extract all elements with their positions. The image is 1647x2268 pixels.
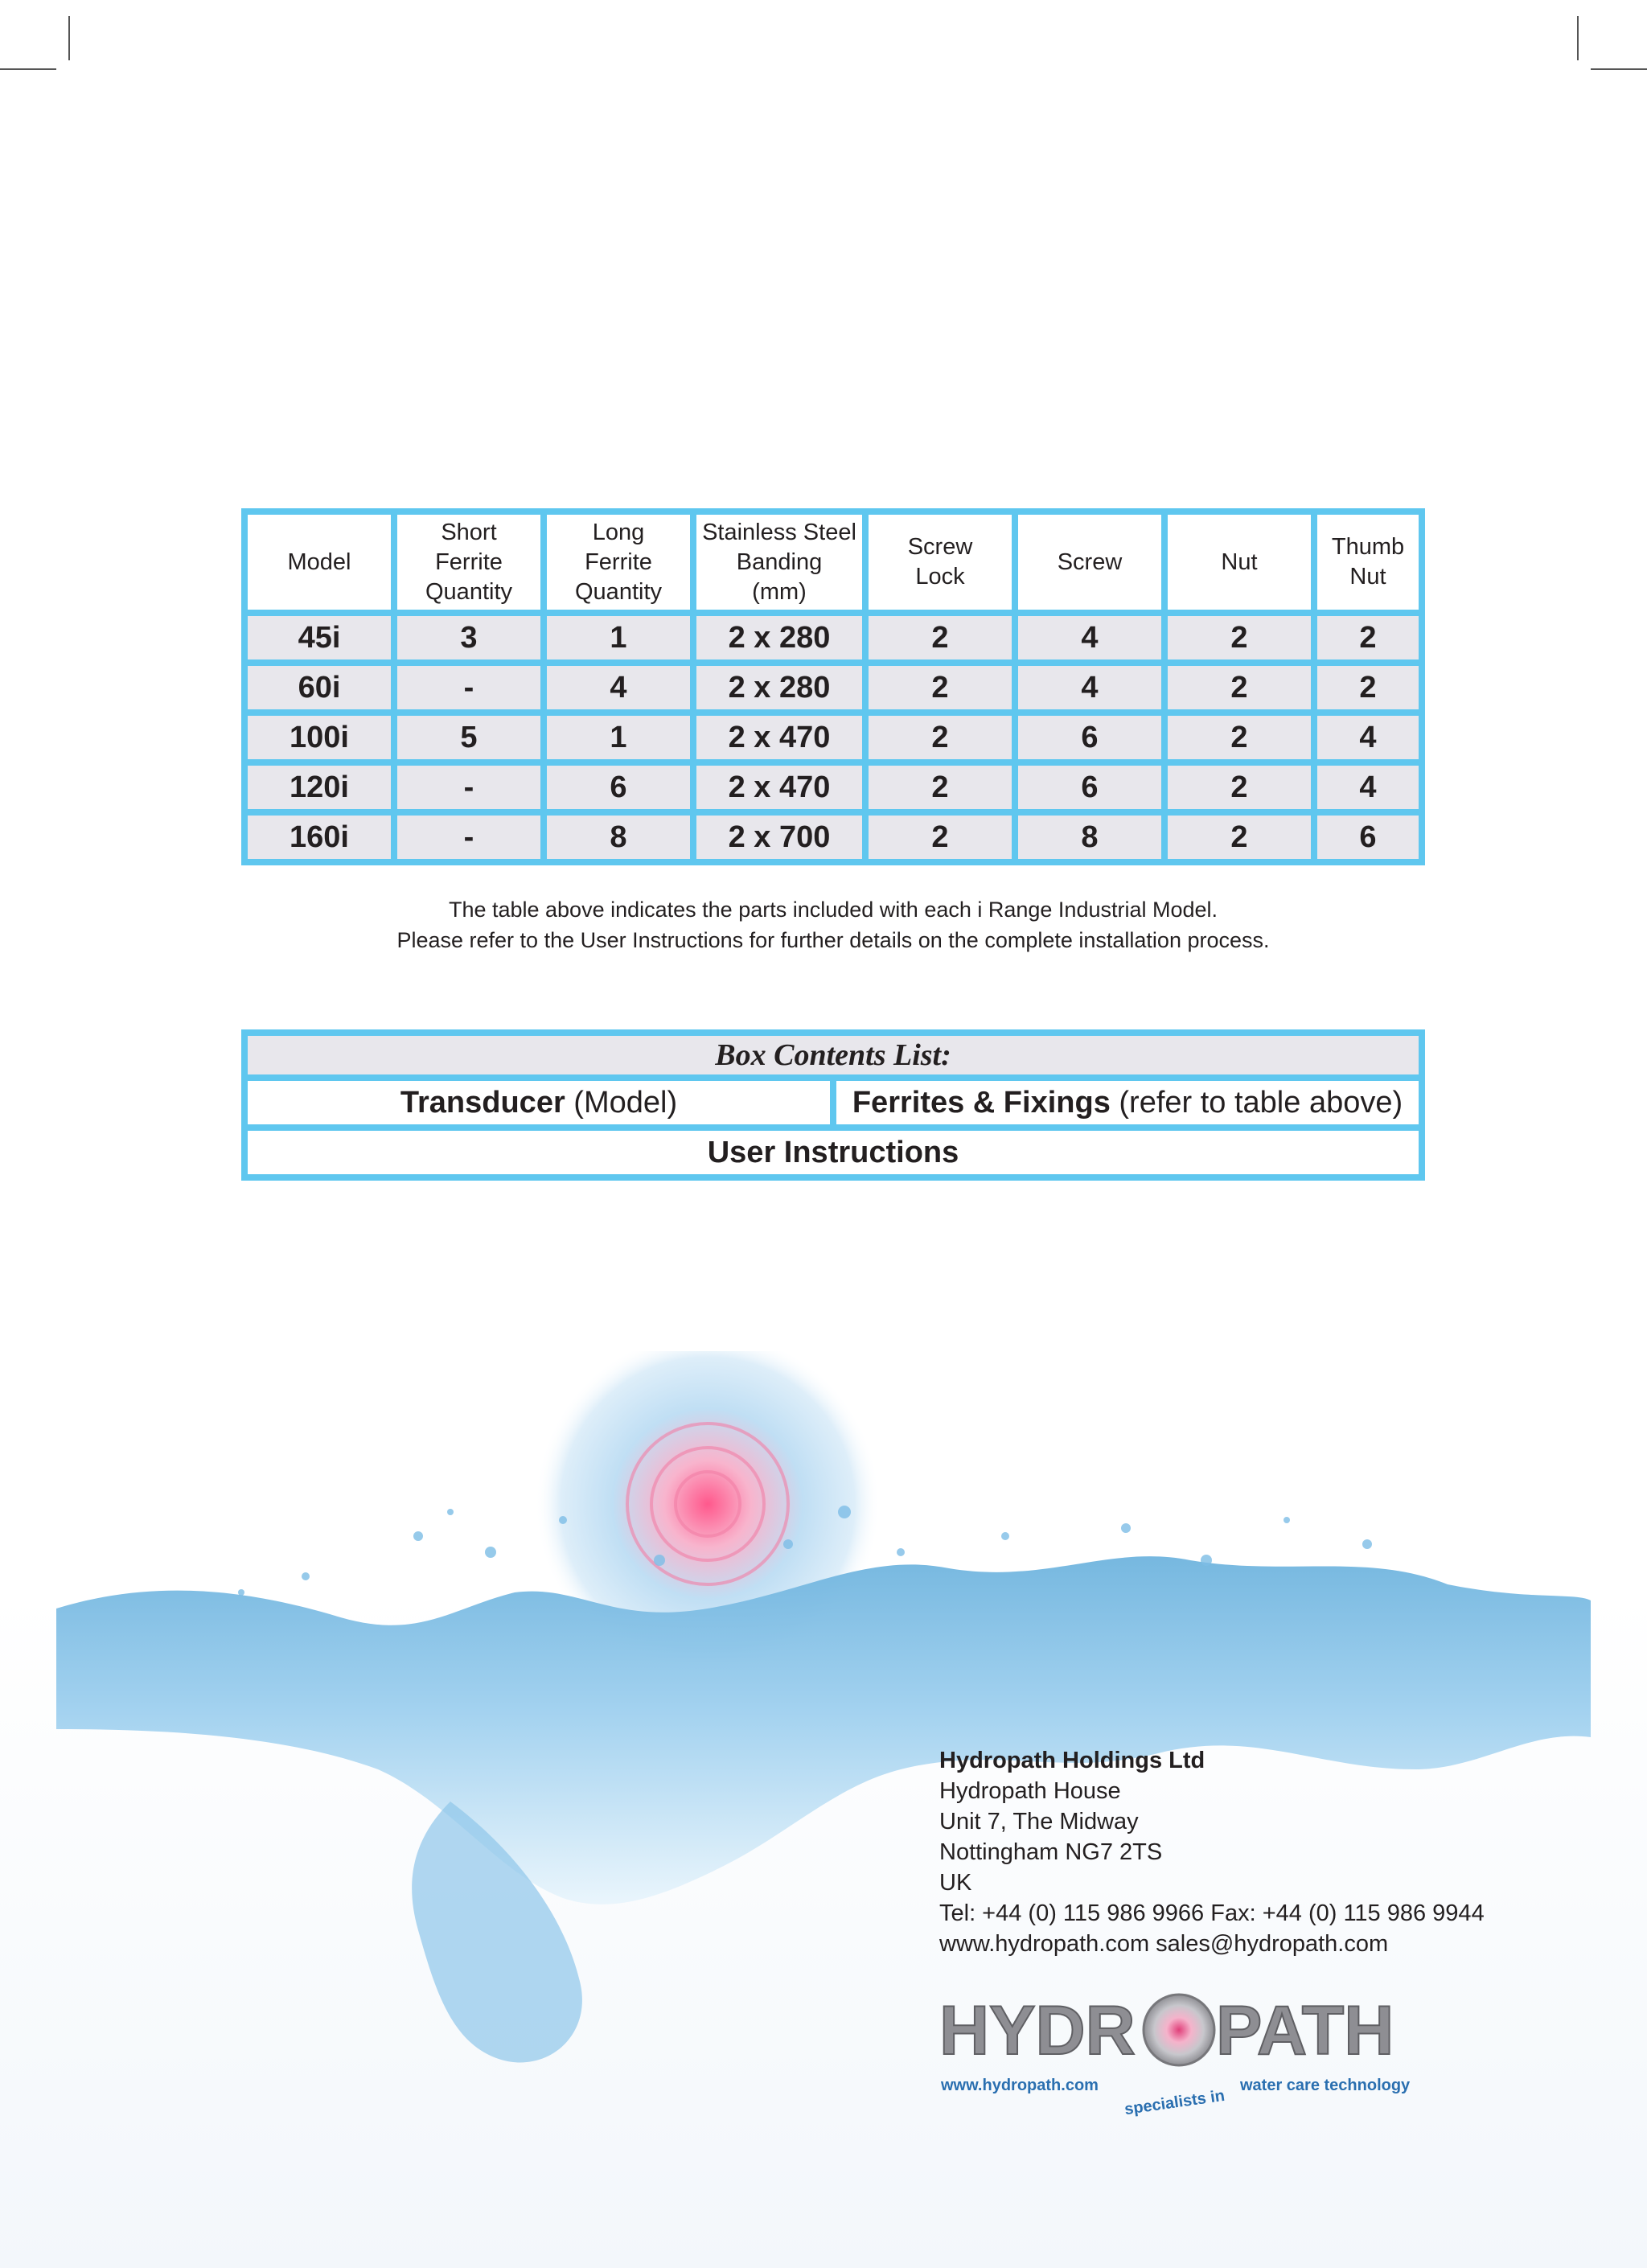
column-header (244, 512, 394, 613)
parts-table-body (244, 613, 1422, 862)
table-cell: 2 (1314, 663, 1422, 713)
table-cell: 1 (544, 713, 693, 762)
contact-web: www.hydropath.com sales@hydropath.com (939, 1931, 1389, 1957)
table-cell: 2 (865, 663, 1015, 713)
logo-word-start: HYDR (939, 1992, 1136, 2069)
column-header-line: Nut (1221, 549, 1258, 575)
table-cell: 4 (1314, 713, 1422, 762)
box-item-transducer (244, 1078, 833, 1128)
transducer-label: Transducer (400, 1085, 565, 1120)
table-cell: 6 (1015, 713, 1164, 762)
model-cell: 100i (244, 713, 394, 762)
table-cell: 2 (1164, 613, 1314, 663)
model-cell: 160i (244, 812, 394, 862)
table-row (244, 613, 1422, 663)
column-header (1164, 512, 1314, 613)
user-instructions-label: User Instructions (707, 1135, 959, 1169)
column-header-line: Thumb (1331, 534, 1405, 560)
table-cell: 1 (544, 613, 693, 663)
table-header-row (244, 512, 1422, 613)
box-item-ferrites (833, 1078, 1422, 1128)
logo-tagline-curve: specialists in (1123, 2086, 1226, 2119)
table-cell: 2 (865, 762, 1015, 812)
column-header-line: Stainless Steel (702, 519, 856, 545)
caption-line: The table above indicates the parts included with each i Range Industrial Model. (448, 898, 1218, 922)
contact-phone: Tel: +44 (0) 115 986 9966 Fax: +44 (0) 115 986 9944 (939, 1900, 1485, 1926)
address-line: UK (939, 1870, 972, 1896)
table-cell: 6 (1314, 812, 1422, 862)
table-cell: 2 (865, 613, 1015, 663)
column-header (544, 512, 693, 613)
column-header-line: Quantity (575, 578, 662, 605)
table-row (244, 812, 1422, 862)
box-contents-title: Box Contents List: (244, 1033, 1422, 1078)
table-cell: 2 (1164, 663, 1314, 713)
crop-mark (68, 16, 70, 60)
table-caption (241, 894, 1425, 955)
crop-mark (1591, 68, 1647, 70)
model-cell: 60i (244, 663, 394, 713)
column-header-line: Model (287, 549, 351, 575)
table-cell: 8 (544, 812, 693, 862)
column-header (394, 512, 544, 613)
table-cell: 4 (1015, 663, 1164, 713)
ferrites-note: (refer to table above) (1110, 1085, 1403, 1120)
table-cell: 2 (1164, 762, 1314, 812)
column-header (1015, 512, 1164, 613)
crop-mark (0, 68, 56, 70)
table-cell: 4 (544, 663, 693, 713)
table-cell: 2 (1164, 713, 1314, 762)
logo-word-end: PATH (1216, 1992, 1394, 2069)
table-cell: 2 x 470 (693, 713, 865, 762)
box-contents-table (241, 1029, 1425, 1181)
transducer-note: (Model) (565, 1085, 678, 1120)
caption-line: Please refer to the User Instructions for further details on the complete installation process. (396, 928, 1270, 952)
table-cell: 2 x 470 (693, 762, 865, 812)
model-cell: 120i (244, 762, 394, 812)
column-header-line: Lock (915, 564, 965, 590)
table-cell: 2 x 700 (693, 812, 865, 862)
logo-o-icon (1144, 1995, 1214, 2065)
table-cell: 5 (394, 713, 544, 762)
crop-mark (1577, 16, 1579, 60)
company-name: Hydropath Holdings Ltd (939, 1748, 1205, 1773)
column-header-line: Long (592, 519, 645, 545)
column-header-line: (mm) (752, 578, 807, 605)
table-cell: 2 (865, 812, 1015, 862)
column-header (1314, 512, 1422, 613)
column-header-line: Screw (907, 534, 973, 560)
column-header-line: Screw (1057, 549, 1123, 575)
company-address (939, 1745, 1485, 1959)
hydropath-logo (933, 1988, 1431, 2125)
address-line: Hydropath House (939, 1778, 1121, 1804)
column-header-line: Ferrite (435, 549, 503, 575)
table-cell: 6 (544, 762, 693, 812)
table-cell: 4 (1314, 762, 1422, 812)
table-cell: 3 (394, 613, 544, 663)
table-cell: 2 x 280 (693, 613, 865, 663)
model-cell: 45i (244, 613, 394, 663)
table-cell: 6 (1015, 762, 1164, 812)
table-cell: 2 (1164, 812, 1314, 862)
column-header-line: Quantity (425, 578, 512, 605)
logo-tagline: water care technology (1240, 2077, 1411, 2094)
ferrites-label: Ferrites & Fixings (852, 1085, 1111, 1120)
column-header (865, 512, 1015, 613)
table-cell: 8 (1015, 812, 1164, 862)
table-cell: - (394, 663, 544, 713)
table-row (244, 663, 1422, 713)
table-cell: - (394, 812, 544, 862)
column-header-line: Banding (736, 549, 823, 575)
table-cell: - (394, 762, 544, 812)
column-header (693, 512, 865, 613)
logo-url: www.hydropath.com (941, 2077, 1099, 2094)
table-cell: 2 x 280 (693, 663, 865, 713)
column-header-line: Ferrite (585, 549, 652, 575)
table-row (244, 713, 1422, 762)
table-cell: 2 (1314, 613, 1422, 663)
address-line: Nottingham NG7 2TS (939, 1839, 1163, 1865)
address-line: Unit 7, The Midway (939, 1809, 1139, 1835)
parts-table (241, 508, 1425, 865)
box-item-user-instructions (244, 1128, 1422, 1177)
column-header-line: Nut (1349, 564, 1386, 590)
column-header-line: Short (441, 519, 497, 545)
table-cell: 2 (865, 713, 1015, 762)
table-cell: 4 (1015, 613, 1164, 663)
table-row (244, 762, 1422, 812)
